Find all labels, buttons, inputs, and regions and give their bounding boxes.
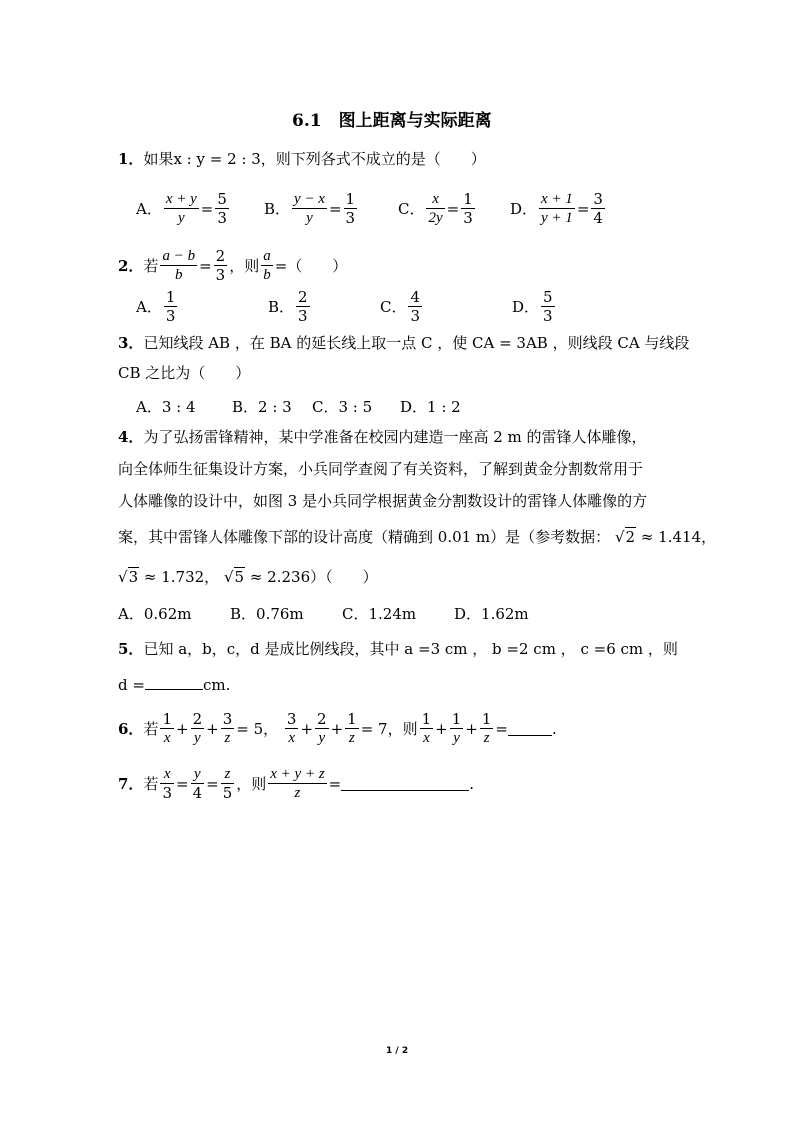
question-5-line-2 — [118, 676, 230, 694]
fraction: $\frac{x}{2y}$ — [428, 191, 443, 226]
fraction: $\frac{y}{4}$ — [192, 766, 203, 802]
option-label: A． — [136, 200, 162, 218]
page-number: 1 / 2 — [386, 1046, 409, 1056]
question-number: 1． — [118, 150, 144, 168]
question-text: ≈ 1.414， — [640, 528, 717, 546]
fraction: $\frac{2}{3}$ — [298, 288, 308, 325]
question-3-line-2: CB 之比为（ ） — [118, 364, 251, 382]
fraction: $\frac{1}{z}$ — [481, 710, 492, 746]
question-text: 已知 a，b，c，d 是成比例线段，其中 a =3 cm ， b =2 cm ， c =6 cm ，则 — [143, 640, 678, 658]
question-4-line-4 — [118, 526, 716, 547]
sqrt-expression: √5 — [223, 568, 245, 586]
option-a: A． $\frac{x + y}{y}$ = $\frac{5}{3}$ — [136, 190, 227, 227]
fraction: $\frac{x + y + z}{z}$ — [270, 766, 325, 801]
question-2-stem: 2． 若 $\frac{a - b}{b}$ = $\frac{2}{3}$ ，则 $\frac{a}{b}$ =（ ） — [118, 247, 348, 284]
option-b: B．2 : 3 — [232, 398, 292, 416]
question-text: 为了弘扬雷锋精神，某中学准备在校园内建造一座高 2 m 的雷锋人体雕像， — [143, 428, 647, 446]
fraction: $\frac{x + y}{y}$ — [165, 191, 197, 226]
question-text: 如果x : y = 2 : 3，则下列各式不成立的是（ ） — [143, 150, 486, 168]
fraction: $\frac{4}{3}$ — [410, 288, 421, 325]
question-4-line-1 — [118, 426, 647, 447]
option-a: A．0.62m — [118, 605, 192, 623]
fraction: $\frac{1}{3}$ — [345, 190, 356, 227]
question-number: 2． — [118, 257, 144, 275]
question-text: . — [552, 719, 557, 738]
option-a: A．3 : 4 — [136, 398, 196, 416]
question-text: = 5 — [236, 719, 264, 738]
question-text: 若 — [143, 775, 159, 793]
question-text: ，则 — [387, 720, 418, 738]
question-6: 6． 若 $\frac{1}{x}$ + $\frac{2}{y}$ + $\frac{3}{z}$ = 5 ， $\frac{3}{x}$ + $\frac{2}{y}$ + $\frac{1}{z}$ = 7 ，则 $\frac{1}{x}$ + $\frac{1}{y}$ + $\frac{1}{z}$ = . — [118, 710, 557, 746]
question-4-options — [118, 603, 529, 624]
question-text: ，则 — [229, 257, 260, 275]
option-b: B．0.76m — [230, 605, 304, 623]
question-5-line-1 — [118, 638, 678, 659]
fraction: $\frac{1}{3}$ — [165, 288, 176, 325]
fraction: $\frac{5}{3}$ — [543, 288, 553, 325]
sqrt-expression: √3 — [118, 568, 139, 586]
fraction: $\frac{1}{y}$ — [451, 710, 462, 746]
option-d: D．1 : 2 — [400, 398, 461, 416]
option-c: C．3 : 5 — [312, 398, 373, 416]
question-text: . — [469, 774, 475, 793]
question-text: 已知线段 AB ，在 BA 的延长线上取一点 C ，使 CA = 3AB ，则线段 CA 与线段 — [143, 334, 690, 352]
option-c: C． $\frac{4}{3}$ — [380, 288, 421, 325]
question-1-options — [136, 190, 607, 227]
option-label: D． — [510, 200, 538, 218]
option-d: D． $\frac{x + 1}{y + 1}$ = $\frac{3}{4}$ — [510, 190, 603, 227]
fraction: $\frac{1}{x}$ — [162, 710, 172, 746]
fraction: $\frac{3}{x}$ — [286, 710, 297, 746]
question-text: ，则 — [236, 775, 267, 793]
answer-blank[interactable] — [145, 689, 203, 690]
question-text: 案，其中雷锋人体雕像下部的设计高度（精确到 0.01 m）是（参考数据： — [118, 528, 611, 546]
page-title: 6.1 图上距离与实际距离 — [292, 111, 492, 131]
option-b: B． $\frac{y - x}{y}$ = $\frac{1}{3}$ — [264, 190, 356, 227]
option-label: C． — [398, 200, 425, 218]
fraction: $\frac{a - b}{b}$ — [162, 248, 196, 283]
option-c: C．1.24m — [342, 605, 417, 623]
question-2-options — [136, 288, 557, 325]
fraction: $\frac{2}{3}$ — [215, 247, 226, 284]
answer-blank[interactable] — [508, 721, 552, 736]
fraction: $\frac{a}{b}$ — [263, 248, 271, 283]
option-a: A． $\frac{1}{3}$ — [136, 288, 176, 325]
question-3-options — [136, 396, 461, 417]
question-4-line-2: 向全体师生征集设计方案，小兵同学查阅了有关资料，了解到黄金分割数常用于 — [118, 460, 644, 478]
question-number: 6． — [118, 720, 144, 738]
question-3-line-1 — [118, 332, 689, 353]
question-text: d = — [118, 676, 145, 694]
fraction: $\frac{5}{3}$ — [217, 190, 227, 227]
question-text: 若 — [143, 257, 159, 275]
question-number: 7． — [118, 775, 144, 793]
question-4-line-5 — [118, 566, 378, 587]
fraction: $\frac{1}{z}$ — [347, 710, 357, 746]
fraction: $\frac{1}{x}$ — [421, 710, 432, 746]
fraction: $\frac{2}{y}$ — [317, 710, 327, 746]
question-4-line-3: 人体雕像的设计中，如图 3 是小兵同学根据黄金分割数设计的雷锋人体雕像的方 — [118, 492, 648, 510]
question-number: 3． — [118, 334, 144, 352]
fraction: $\frac{x}{3}$ — [162, 766, 172, 802]
question-number: 4． — [118, 428, 144, 446]
question-text: = 7 — [360, 719, 388, 738]
question-text: ≈ 2.236）（ ） — [249, 568, 378, 586]
option-d: D．1.62m — [454, 605, 529, 623]
question-text: =（ ） — [274, 257, 348, 275]
answer-blank[interactable] — [341, 776, 469, 791]
fraction: $\frac{y - x}{y}$ — [294, 191, 325, 226]
fraction: $\frac{z}{5}$ — [222, 766, 233, 802]
fraction: $\frac{x + 1}{y + 1}$ — [541, 191, 573, 226]
option-d: D． $\frac{5}{3}$ — [512, 288, 553, 325]
option-label: B． — [264, 200, 291, 218]
question-text: cm. — [202, 676, 231, 694]
fraction: $\frac{2}{y}$ — [192, 710, 203, 746]
option-b: B． $\frac{2}{3}$ — [268, 288, 308, 325]
question-text: 若 — [143, 720, 159, 738]
question-text: ≈ 1.732， — [143, 568, 220, 586]
option-c: C． $\frac{x}{2y}$ = $\frac{1}{3}$ — [398, 190, 473, 227]
question-number: 5． — [118, 640, 144, 658]
question-1-stem — [118, 148, 486, 169]
fraction: $\frac{3}{z}$ — [222, 710, 233, 746]
fraction: $\frac{3}{4}$ — [593, 190, 603, 227]
question-7: 7． 若 $\frac{x}{3}$ = $\frac{y}{4}$ = $\frac{z}{5}$ ，则 $\frac{x + y + z}{z}$ = . — [118, 766, 475, 802]
fraction: $\frac{1}{3}$ — [463, 190, 473, 227]
sqrt-expression: √2 — [614, 528, 636, 546]
